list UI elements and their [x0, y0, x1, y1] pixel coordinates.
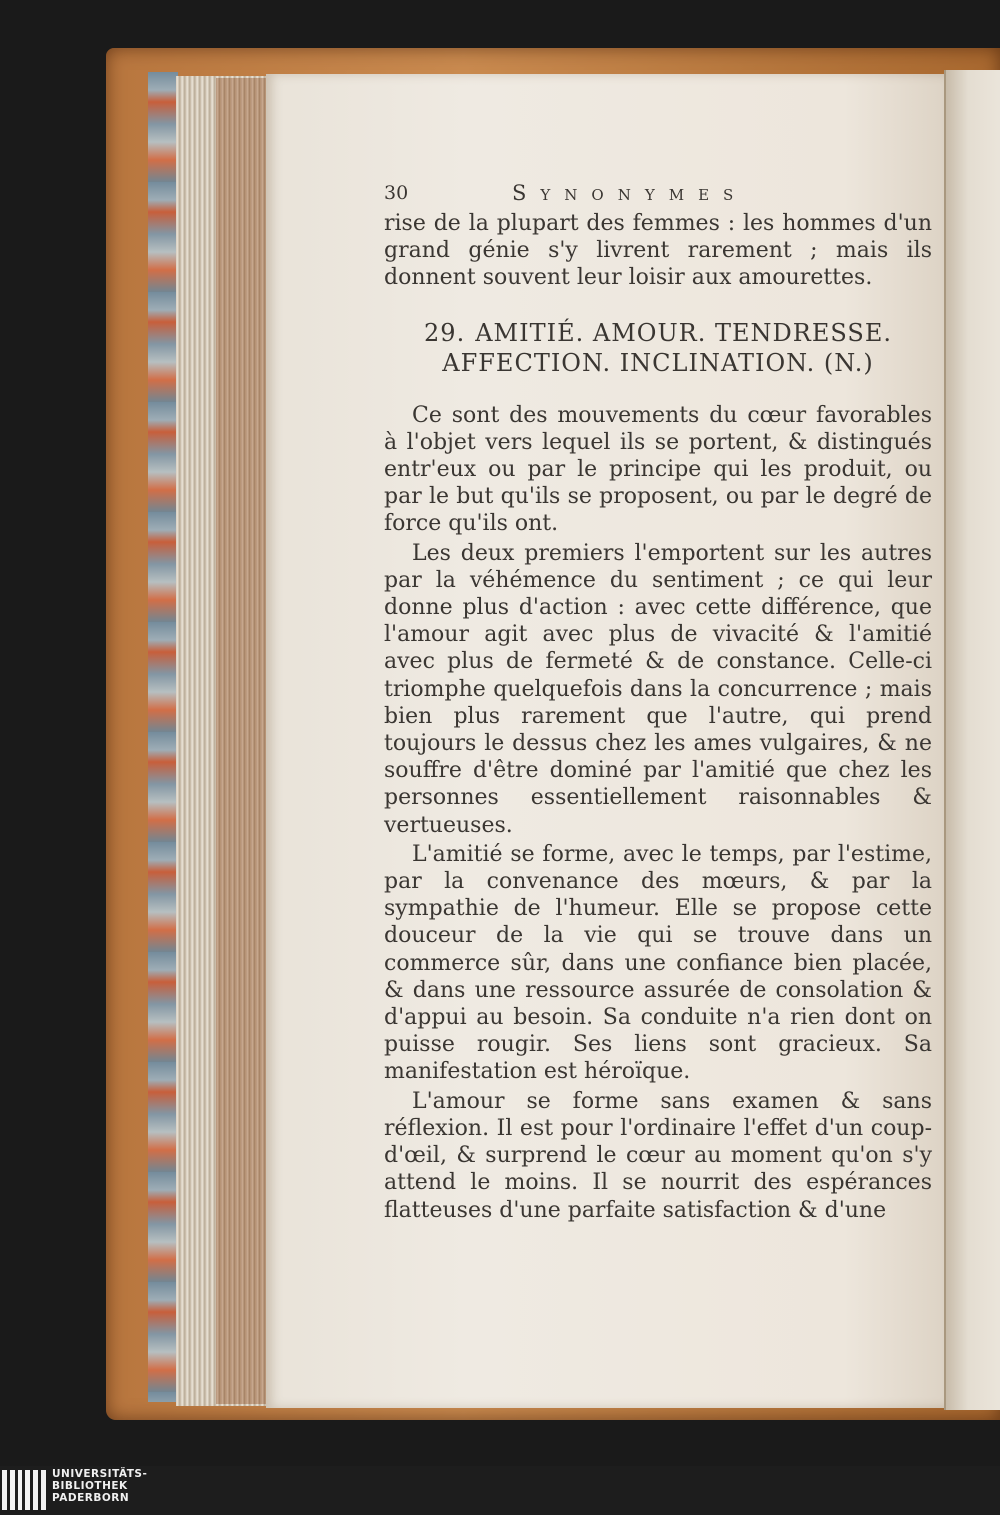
library-footer	[0, 1466, 1000, 1515]
paragraph: L'amour se forme sans examen & sans réflexion. Il est pour l'ordinaire l'effet d'un coup-d'œil, & surprend le cœur au moment qu'on s'y attend le moins. Il se nourrit des espérances flatteuses d'une parfaite satisfaction & d'une	[384, 1088, 932, 1223]
facing-page-edge	[944, 70, 1000, 1410]
library-logo-icon	[2, 1470, 46, 1510]
article-number: 29.	[424, 318, 466, 347]
page-number: 30	[384, 182, 409, 204]
marbled-endpaper	[148, 72, 178, 1402]
paragraph: Ce sont des mouvements du cœur favorables à l'objet vers lequel ils se portent, & distingués entr'eux ou par le principe qui les produit, ou par le but qu'ils se proposent, ou par le degré de force qu'ils ont.	[384, 402, 932, 537]
paragraph: L'amitié se forme, avec le temps, par l'estime, par la convenance des mœurs, & par la sympathie de l'humeur. Elle se propose cette douceur de la vie qui se trouve dans un commerce sûr, dans une confiance bien placée, & dans une ressource assurée de consolation & d'appui au besoin. Sa conduite n'a rien dont on puisse rougir. Ses liens sont gracieux. Sa manifestation est héroïque.	[384, 841, 932, 1085]
page-edges-shadow	[216, 78, 266, 1404]
article-heading-line1: AMITIÉ. AMOUR. TENDRESSE.	[475, 318, 892, 347]
running-head	[384, 176, 932, 210]
library-name-line1: UNIVERSITÄTS-	[52, 1468, 148, 1480]
running-title: Synonymes	[512, 181, 748, 205]
library-name-line2: BIBLIOTHEK	[52, 1480, 128, 1492]
article-heading	[384, 318, 932, 378]
page-text	[384, 176, 932, 1224]
library-name-line3: PADERBORN	[52, 1492, 130, 1504]
library-name	[52, 1468, 147, 1504]
continued-paragraph: rise de la plupart des femmes : les hommes d'un grand génie s'y livrent rarement ; mais ils donnent souvent leur loisir aux amourettes.	[384, 211, 932, 291]
paragraph: Les deux premiers l'emportent sur les autres par la véhémence du sentiment ; ce qui leur donne plus d'action : avec cette différence, que l'amour agit avec plus de vivacité & l'amitié avec plus de fermeté & de constance. Celle-ci triomphe quelquefois dans la concurrence ; mais bien plus rarement que l'autre, qui prend toujours le dessus chez les ames vulgaires, & ne souffre d'être dominé par l'amitié que chez les personnes essentiellement raisonnables & vertueuses.	[384, 540, 932, 838]
article-heading-line2: AFFECTION. INCLINATION. (N.)	[442, 348, 874, 377]
